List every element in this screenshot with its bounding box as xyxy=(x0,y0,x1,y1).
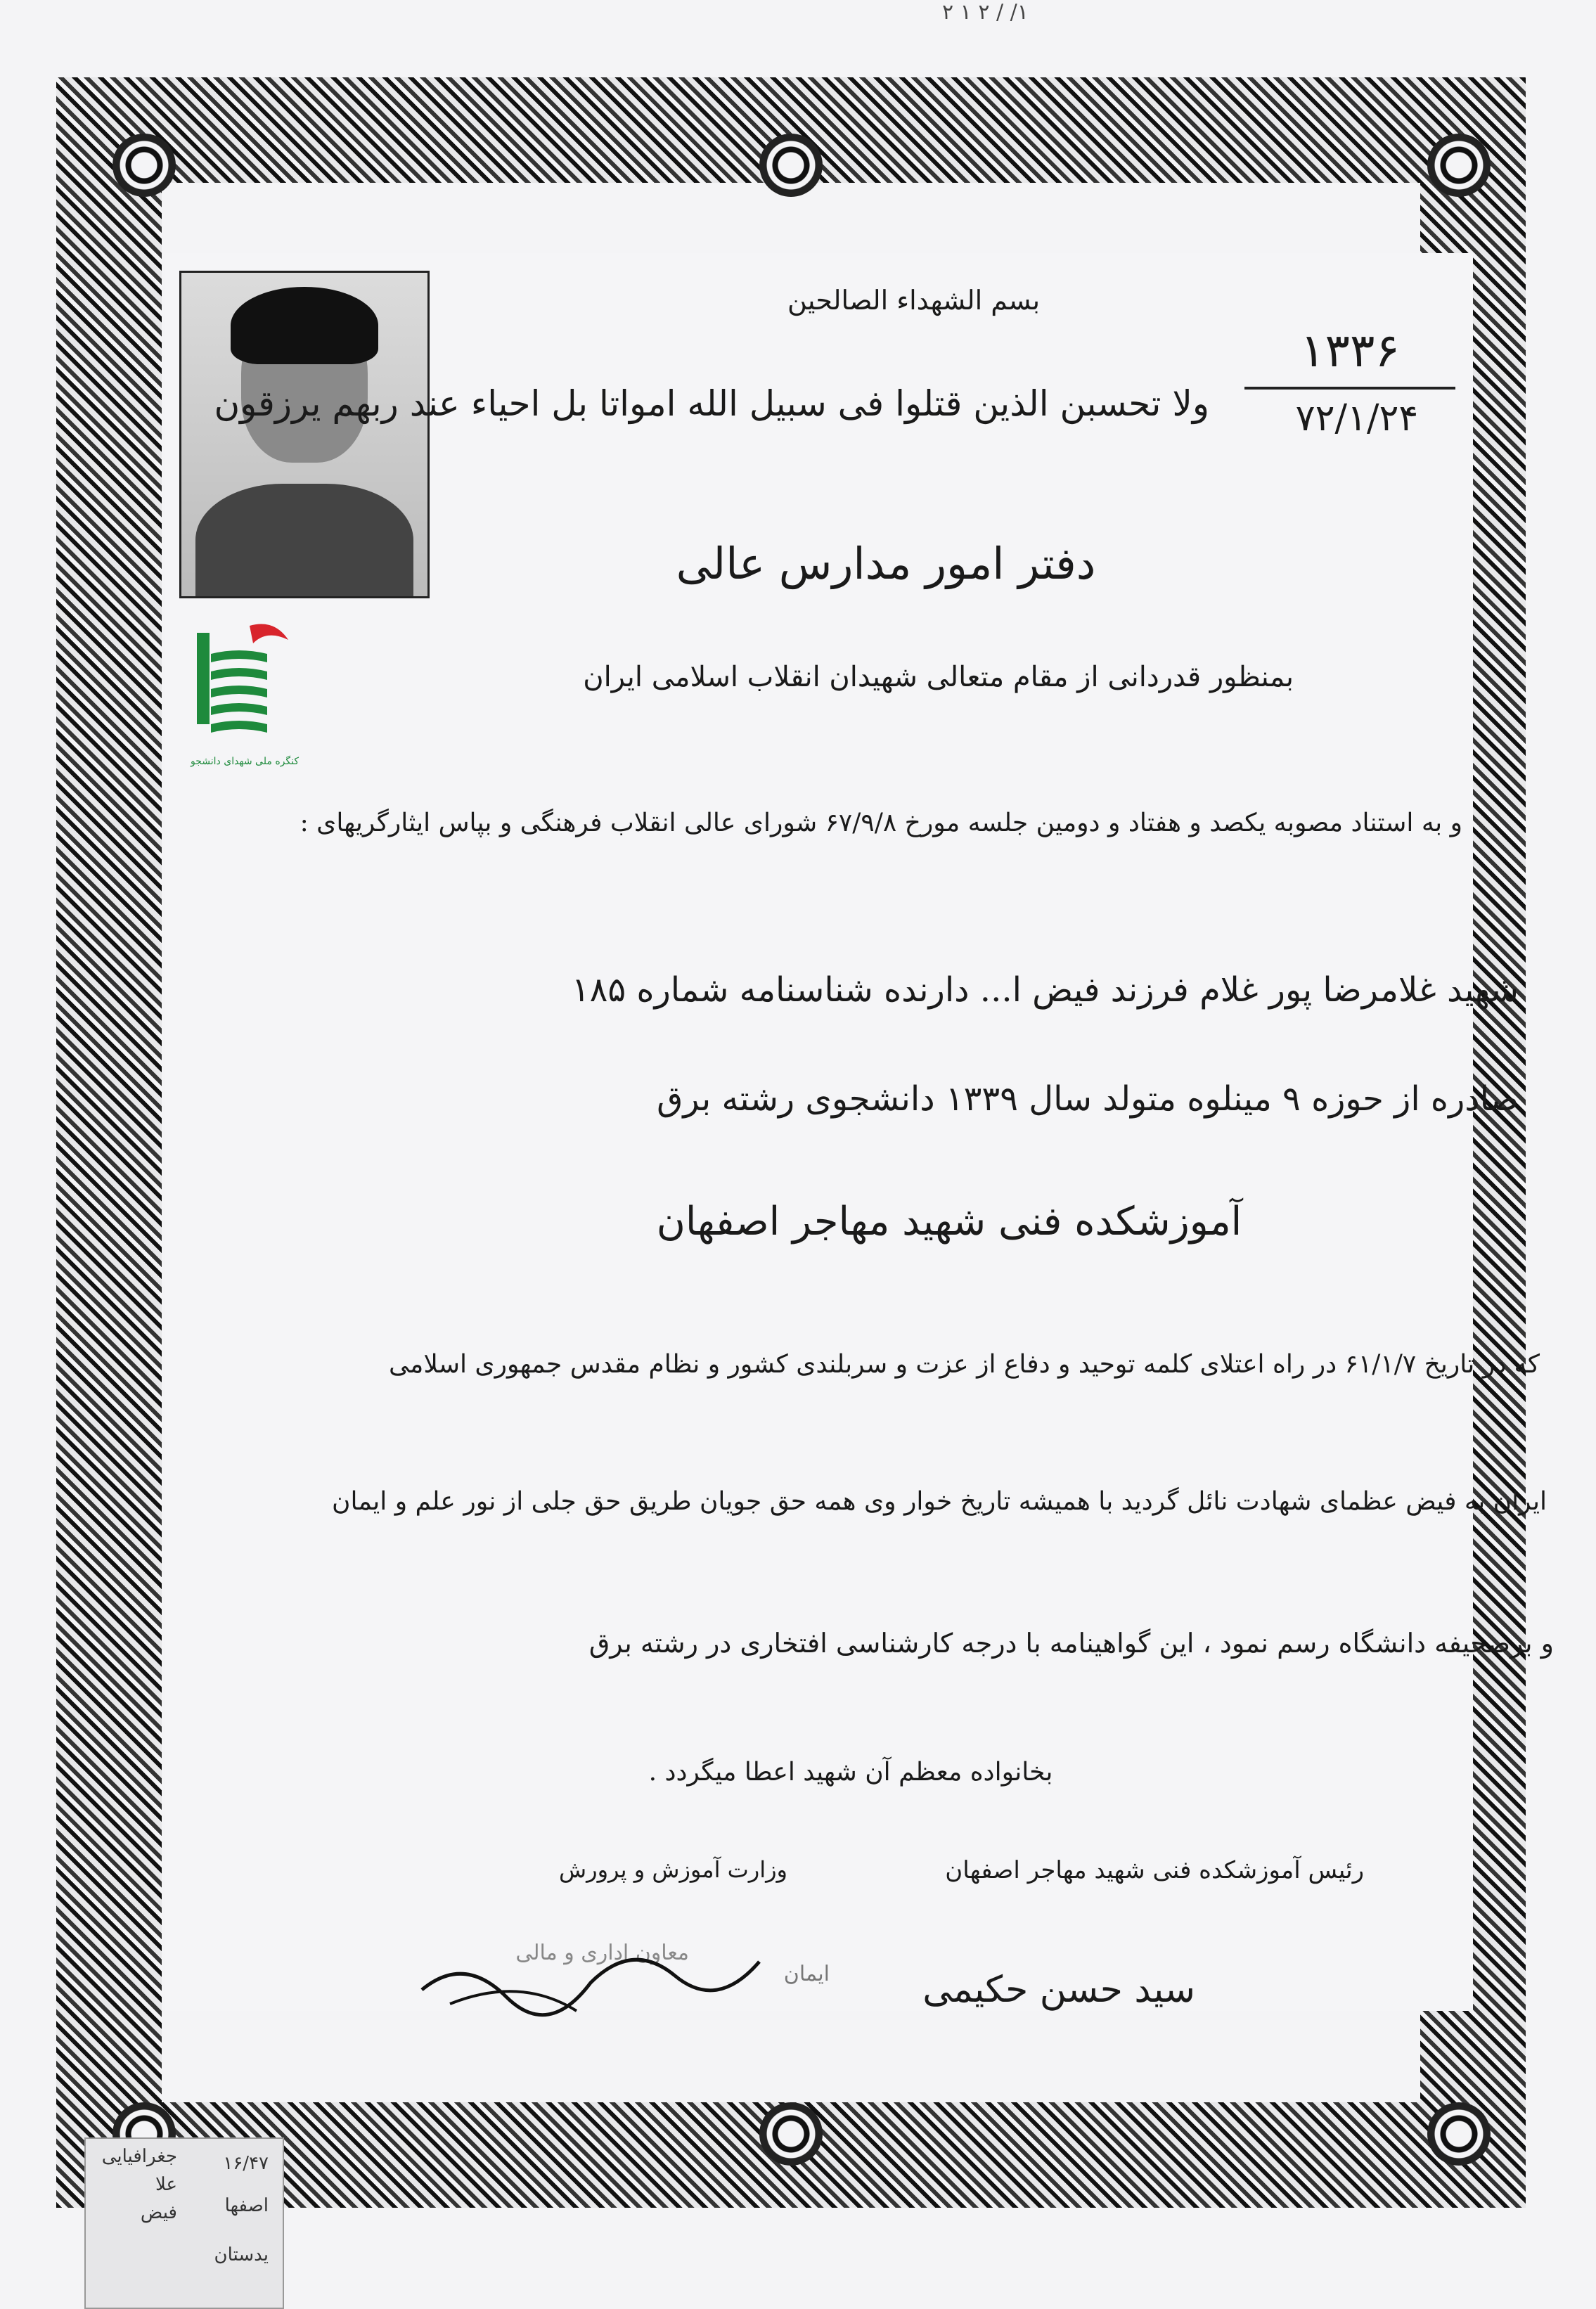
corner-ornament-top-left xyxy=(112,134,176,197)
tape-line-5: اصفها xyxy=(224,2195,269,2216)
body-line-3: شهید غلامرضا پور غلام فرزند فیض ا... دارنده شناسنامه شماره ۱۸۵ xyxy=(571,970,1519,1010)
reference-divider xyxy=(1244,387,1455,390)
body-line-2: و به استناد مصوبه یکصد و هفتاد و دومین جلسه مورخ ۶۷/۹/۸ شورای عالی انقلاب فرهنگی و بپاس ایثارگریهای : xyxy=(300,809,1462,837)
attached-tape-note xyxy=(84,2137,284,2309)
handwritten-signature xyxy=(408,1912,773,2025)
tape-line-2: علا xyxy=(155,2174,177,2195)
body-line-7: ایران به فیض عظمای شهادت نائل گردید با همیشه تاریخ خوار وی همه حق جویان طریق حق جلی از نور علم و ایمان xyxy=(332,1487,1547,1516)
body-line-5: آموزشکده فنی شهید مهاجر اصفهان xyxy=(656,1199,1242,1244)
body-line-8: و برصحیفه دانشگاه رسم نمود ، این گواهینامه با درجه کارشناسی افتخاری در رشته برق xyxy=(588,1628,1554,1659)
logo-caption: کنگره ملی شهدای دانشجو xyxy=(191,756,299,767)
faint-signatory-left: معاون اداری و مالی xyxy=(515,1941,689,1965)
bottom-center-ornament xyxy=(759,2102,823,2166)
tape-line-3: فیض xyxy=(140,2202,177,2223)
congress-logo xyxy=(183,612,295,752)
top-center-ornament xyxy=(759,134,823,197)
corner-ornament-bottom-right xyxy=(1427,2102,1491,2166)
tape-line-6: یدستان xyxy=(214,2244,269,2265)
martyr-photo xyxy=(179,271,430,598)
body-line-6: که در تاریخ ۶۱/۱/۷ در راه اعتلای کلمه توحید و دفاع از عزت و سربلندی کشور و نظام مقدس جمهوری اسلامی xyxy=(389,1350,1540,1379)
signatory-title: رئیس آموزشکده فنی شهید مهاجر اصفهان xyxy=(945,1856,1364,1884)
tape-line-1: جغرافیایی xyxy=(101,2146,177,2167)
bismillah: بسم الشهداء الصالحین xyxy=(787,285,1041,316)
faint-signatory-mid: ایمان xyxy=(783,1962,830,1986)
corner-ornament-top-right xyxy=(1427,134,1491,197)
reference-number: ۱۳۳۶ xyxy=(1300,323,1400,378)
signatory-name: سید حسن حکیمی xyxy=(922,1969,1195,2011)
reference-date: ۷۲/۱/۲۴ xyxy=(1295,397,1419,439)
tape-line-4: ۱۶/۴۷ xyxy=(223,2153,269,2174)
body-line-9: بخانواده معظم آن شهید اعطا میگردد . xyxy=(648,1758,1053,1787)
office-title: دفتر امور مدارس عالی xyxy=(676,538,1096,589)
body-line-4: صادره از حوزه ۹ مینلوه متولد سال ۱۳۳۹ دانشجوی رشته برق xyxy=(657,1079,1519,1119)
body-line-1: بمنظور قدردانی از مقام متعالی شهیدان انقلاب اسلامی ایران xyxy=(583,661,1294,693)
ministry-label: وزارت آموزش و پرورش xyxy=(559,1856,787,1883)
quran-verse: ولا تحسبن الذین قتلوا فی سبیل الله امواتا بل احیاء عند ربهم یرزقون xyxy=(214,383,1209,424)
corner-note: ۱/ / ۲ ۱ ۲ xyxy=(942,0,1029,25)
